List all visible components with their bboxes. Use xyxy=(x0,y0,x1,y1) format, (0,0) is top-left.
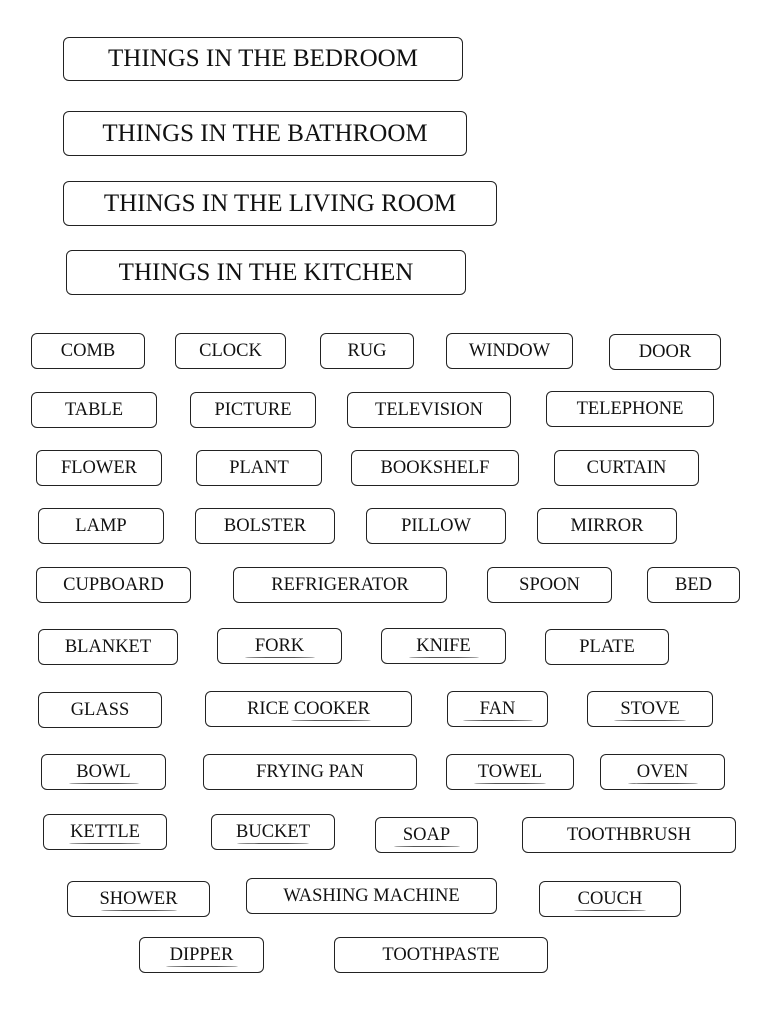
underline-mark xyxy=(409,657,479,658)
word-card-toothbrush[interactable] xyxy=(522,817,736,853)
word-card-television[interactable] xyxy=(347,392,511,428)
word-label: GLASS xyxy=(70,699,130,720)
word-label: TOWEL xyxy=(477,761,543,782)
word-label: BOLSTER xyxy=(223,515,307,536)
word-card-telephone[interactable] xyxy=(546,391,714,427)
word-label: PILLOW xyxy=(401,515,471,536)
underline-mark xyxy=(628,783,698,784)
word-label: PLANT xyxy=(229,457,289,478)
word-label: FAN xyxy=(479,698,516,719)
word-label: SHOWER xyxy=(99,888,178,909)
word-label: REFRIGERATOR xyxy=(271,574,409,595)
word-label: DIPPER xyxy=(169,944,234,965)
word-card-bed[interactable] xyxy=(647,567,740,603)
word-label: STOVE xyxy=(620,698,680,719)
underline-mark xyxy=(474,783,546,784)
underline-mark xyxy=(291,720,371,721)
word-label: LAMP xyxy=(75,515,127,536)
word-label: BED xyxy=(675,574,712,595)
word-card-oven[interactable] xyxy=(600,754,725,790)
underline-mark xyxy=(69,843,141,844)
word-card-washing-machine[interactable] xyxy=(246,878,497,914)
underline-mark xyxy=(166,966,238,967)
word-card-knife[interactable] xyxy=(381,628,506,664)
word-label: CLOCK xyxy=(199,340,262,361)
underline-mark xyxy=(237,843,309,844)
word-card-plant[interactable] xyxy=(196,450,322,486)
underline-mark xyxy=(463,720,533,721)
word-card-dipper[interactable] xyxy=(139,937,264,973)
word-label: BOOKSHELF xyxy=(380,457,490,478)
word-label: TOOTHBRUSH xyxy=(566,824,692,845)
word-label: WINDOW xyxy=(468,340,551,361)
word-card-fan[interactable] xyxy=(447,691,548,727)
word-card-lamp[interactable] xyxy=(38,508,164,544)
word-card-bowl[interactable] xyxy=(41,754,166,790)
word-card-curtain[interactable] xyxy=(554,450,699,486)
word-label: TELEVISION xyxy=(375,399,483,420)
word-card-frying-pan[interactable] xyxy=(203,754,417,790)
word-card-soap[interactable] xyxy=(375,817,478,853)
word-label: KNIFE xyxy=(416,635,471,656)
word-label: TELEPHONE xyxy=(576,398,684,419)
word-card-clock[interactable] xyxy=(175,333,286,369)
word-card-fork[interactable] xyxy=(217,628,342,664)
word-card-pillow[interactable] xyxy=(366,508,506,544)
word-label: SOAP xyxy=(402,824,451,845)
word-label: SPOON xyxy=(519,574,580,595)
word-card-bucket[interactable] xyxy=(211,814,335,850)
word-label: MIRROR xyxy=(570,515,644,536)
word-label: COUCH xyxy=(577,888,643,909)
word-label: FORK xyxy=(254,635,305,656)
word-card-blanket[interactable] xyxy=(38,629,178,665)
word-label: OVEN xyxy=(636,761,689,782)
word-card-refrigerator[interactable] xyxy=(233,567,447,603)
word-label: BOWL xyxy=(76,761,131,782)
underline-mark xyxy=(394,846,460,847)
word-card-cupboard[interactable] xyxy=(36,567,191,603)
word-label: PICTURE xyxy=(214,399,292,420)
word-label: DOOR xyxy=(638,341,692,362)
word-label: RICE COOKER xyxy=(247,698,370,719)
word-card-rice-cooker[interactable] xyxy=(205,691,412,727)
word-label: CUPBOARD xyxy=(63,574,164,595)
word-card-flower[interactable] xyxy=(36,450,162,486)
word-card-window[interactable] xyxy=(446,333,573,369)
category-label: THINGS IN THE BATHROOM xyxy=(102,119,428,147)
underline-mark xyxy=(574,910,646,911)
underline-mark xyxy=(69,783,139,784)
word-label: RUG xyxy=(347,340,387,361)
word-card-plate[interactable] xyxy=(545,629,669,665)
word-card-shower[interactable] xyxy=(67,881,210,917)
word-card-spoon[interactable] xyxy=(487,567,612,603)
word-card-bookshelf[interactable] xyxy=(351,450,519,486)
word-card-bolster[interactable] xyxy=(195,508,335,544)
underline-mark xyxy=(614,720,686,721)
category-label: THINGS IN THE LIVING ROOM xyxy=(103,189,457,217)
word-card-towel[interactable] xyxy=(446,754,574,790)
word-label: BLANKET xyxy=(64,636,152,657)
word-card-rug[interactable] xyxy=(320,333,414,369)
word-card-table[interactable] xyxy=(31,392,157,428)
word-card-couch[interactable] xyxy=(539,881,681,917)
underline-mark xyxy=(101,910,177,911)
category-box-bedroom xyxy=(63,37,463,81)
word-label: TOOTHPASTE xyxy=(382,944,500,965)
category-box-bathroom xyxy=(63,111,467,156)
category-label: THINGS IN THE KITCHEN xyxy=(118,258,414,286)
word-label: BUCKET xyxy=(236,821,310,842)
word-card-picture[interactable] xyxy=(190,392,316,428)
word-card-toothpaste[interactable] xyxy=(334,937,548,973)
word-label: FRYING PAN xyxy=(256,761,364,782)
word-label: WASHING MACHINE xyxy=(283,885,460,906)
word-card-kettle[interactable] xyxy=(43,814,167,850)
word-label: CURTAIN xyxy=(586,457,667,478)
category-label: THINGS IN THE BEDROOM xyxy=(108,45,418,72)
word-label: FLOWER xyxy=(60,457,138,478)
word-label: PLATE xyxy=(579,636,635,657)
word-card-door[interactable] xyxy=(609,334,721,370)
word-label: KETTLE xyxy=(70,821,140,842)
word-label: TABLE xyxy=(64,399,124,420)
category-box-living-room xyxy=(63,181,497,226)
word-card-stove[interactable] xyxy=(587,691,713,727)
word-label: COMB xyxy=(60,340,116,361)
underline-mark xyxy=(245,657,315,658)
category-box-kitchen xyxy=(66,250,466,295)
word-card-glass[interactable] xyxy=(38,692,162,728)
word-card-mirror[interactable] xyxy=(537,508,677,544)
word-card-comb[interactable] xyxy=(31,333,145,369)
